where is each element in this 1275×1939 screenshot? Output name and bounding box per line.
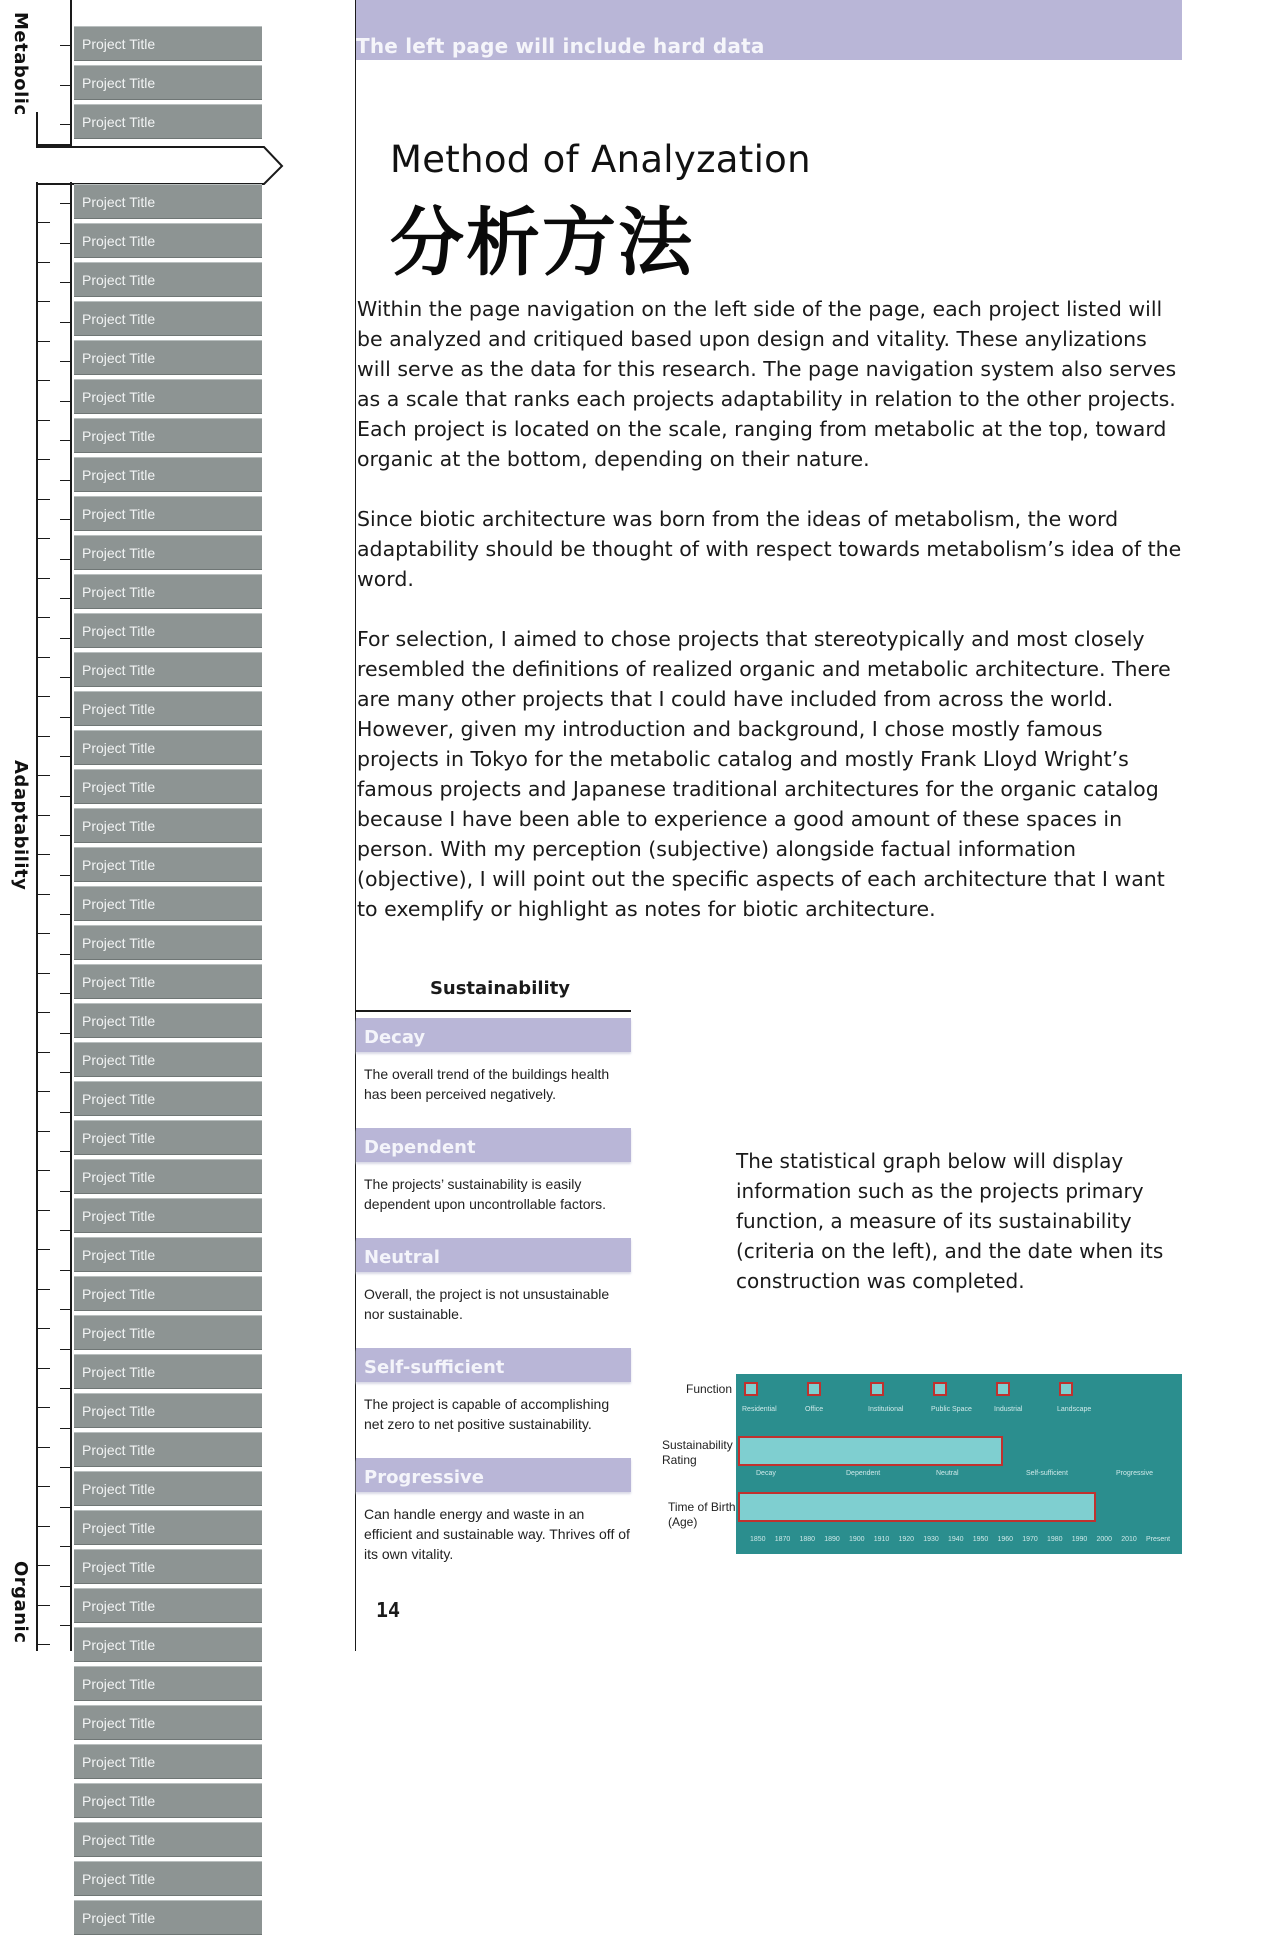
- criterion-dependent-name: Dependent: [356, 1128, 631, 1162]
- scale-tick: [38, 1368, 50, 1369]
- criterion-neutral-name: Neutral: [356, 1238, 631, 1272]
- scale-inner-vertical: [70, 182, 72, 1651]
- nav-item-project-title[interactable]: Project Title: [74, 1198, 262, 1232]
- scale-label-adaptability: Adaptability: [10, 759, 31, 891]
- age-scale-caption: 1900: [849, 1536, 865, 1543]
- scale-tick: [60, 1270, 70, 1271]
- scale-tick: [38, 894, 50, 895]
- nav-item-project-title[interactable]: Project Title: [74, 340, 262, 374]
- age-scale-caption: 1950: [972, 1536, 989, 1543]
- nav-item-project-title[interactable]: Project Title: [74, 65, 262, 99]
- scale-tick: [38, 1052, 50, 1053]
- nav-item-project-title[interactable]: Project Title: [74, 886, 262, 920]
- page-number: 14: [376, 1598, 401, 1622]
- criterion-progressive-name: Progressive: [356, 1458, 631, 1492]
- scale-tick: [60, 1112, 70, 1113]
- age-scale-caption: 1940: [948, 1536, 964, 1543]
- scale-tick: [60, 322, 70, 323]
- nav-item-project-title[interactable]: Project Title: [74, 184, 262, 218]
- nav-list-adaptability: [74, 184, 262, 1939]
- nav-item-project-title[interactable]: Project Title: [74, 26, 262, 60]
- age-scale-caption: 1990: [1071, 1536, 1088, 1543]
- scale-tick: [38, 1210, 50, 1211]
- rating-scale-caption: Self-sufficient: [1026, 1470, 1068, 1477]
- scale-tick: [60, 756, 70, 757]
- scale-tick: [60, 1586, 70, 1587]
- nav-item-project-title[interactable]: Project Title: [74, 1510, 262, 1544]
- rating-scale-caption: Decay: [756, 1470, 776, 1477]
- nav-item-project-title[interactable]: Project Title: [74, 613, 262, 647]
- function-caption: Industrial: [994, 1406, 1023, 1413]
- scale-tick: [38, 1644, 50, 1645]
- nav-item-project-title[interactable]: Project Title: [74, 1276, 262, 1310]
- scale-tick: [60, 1191, 70, 1192]
- scale-label-metabolic: Metabolic: [10, 12, 31, 116]
- scale-tick: [60, 1507, 70, 1508]
- scale-tick: [38, 499, 50, 500]
- scale-tick: [60, 914, 70, 915]
- scale-tick: [60, 85, 70, 86]
- nav-item-project-title[interactable]: Project Title: [74, 808, 262, 842]
- criterion-decay: [356, 1018, 631, 1104]
- scale-tick: [60, 45, 70, 46]
- nav-item-project-title[interactable]: Project Title: [74, 1471, 262, 1505]
- time-of-birth-bar: [738, 1492, 1096, 1522]
- nav-item-project-title[interactable]: Project Title: [74, 379, 262, 413]
- nav-item-project-title[interactable]: Project Title: [74, 496, 262, 530]
- scale-tick: [38, 815, 50, 816]
- scale-tick: [60, 282, 70, 283]
- scale-tick: [38, 341, 50, 342]
- nav-item-project-title[interactable]: Project Title: [74, 769, 262, 803]
- age-scale-caption: 1920: [898, 1536, 915, 1543]
- nav-item-project-title[interactable]: Project Title: [74, 1081, 262, 1115]
- nav-item-project-title[interactable]: Project Title: [74, 1549, 262, 1583]
- criterion-dependent: [356, 1128, 631, 1214]
- paragraph-2: Since biotic architecture was born from the ideas of metabolism, the word adaptability should be thought of with respect towards metabolism’s idea of the word.: [357, 507, 1182, 591]
- nav-item-project-title[interactable]: Project Title: [74, 535, 262, 569]
- age-scale-caption: 1930: [923, 1536, 939, 1543]
- nav-item-project-title[interactable]: Project Title: [74, 1159, 262, 1193]
- scale-tick: [38, 933, 50, 934]
- scale-main-vertical: [36, 182, 38, 1651]
- nav-item-project-title[interactable]: Project Title: [74, 925, 262, 959]
- scale-tick: [38, 1289, 50, 1290]
- scale-tick: [60, 361, 70, 362]
- criterion-decay-name: Decay: [356, 1018, 631, 1052]
- nav-item-project-title[interactable]: Project Title: [74, 1042, 262, 1076]
- scale-tick: [38, 854, 50, 855]
- header-band: [356, 0, 1182, 60]
- criterion-self-sufficient-desc: The project is capable of accomplishing net zero to net positive sustainability.: [364, 1396, 610, 1432]
- criterion-neutral-desc: Overall, the project is not unsustainable nor sustainable.: [364, 1286, 610, 1322]
- criterion-self-sufficient-name: Self-sufficient: [356, 1348, 631, 1382]
- scale-tick: [38, 1526, 50, 1527]
- scale-bracket-top-left: [36, 112, 38, 146]
- sustainability-title: Sustainability: [429, 978, 571, 999]
- age-scale-caption: 1910: [873, 1536, 890, 1543]
- header-band-text: The left page will include hard data: [356, 34, 765, 58]
- nav-item-project-title[interactable]: Project Title: [74, 1354, 262, 1388]
- nav-item-project-title[interactable]: Project Title: [74, 104, 262, 138]
- scale-tick: [38, 736, 50, 737]
- function-caption: Public Space: [931, 1406, 972, 1413]
- function-checkbox: [807, 1382, 821, 1396]
- nav-item-project-title[interactable]: Project Title: [74, 574, 262, 608]
- nav-item-project-title[interactable]: Project Title: [74, 847, 262, 881]
- criterion-neutral: [356, 1238, 631, 1324]
- rating-scale-caption: Neutral: [936, 1470, 959, 1477]
- scale-tick: [60, 1625, 70, 1626]
- scale-tick: [60, 480, 70, 481]
- criterion-decay-desc: The overall trend of the buildings health has been perceived negatively.: [364, 1066, 610, 1102]
- function-checkbox: [933, 1382, 947, 1396]
- scale-tick: [60, 598, 70, 599]
- nav-item-project-title[interactable]: Project Title: [74, 223, 262, 257]
- paragraph-3: For selection, I aimed to chose projects that stereotypically and most closely resembled the definitions of realized organic and metabolic architecture. There are many other projects that I could have included from across the world. However, given my introduction and background, I chose mostly famous projects in Tokyo for the metabolic catalog and mostly Frank Lloyd Wright’s famous projects and Japanese traditional architectures for the organic catalog because I have been able to experience a good amount of these spaces in person. With my perception (subjective) alongside factual information (objective), I will point out the specific aspects of each architecture that I want to exemplify or highlight as notes for biotic architecture.: [357, 627, 1171, 921]
- function-caption: Institutional: [868, 1406, 904, 1413]
- scale-tick: [60, 875, 70, 876]
- criterion-dependent-desc: The projects’ sustainability is easily dependent upon uncontrollable factors.: [364, 1176, 607, 1212]
- nav-list-metabolic: [74, 26, 262, 143]
- scale-tick: [38, 973, 50, 974]
- age-scale-caption: 2000: [1096, 1536, 1113, 1543]
- function-caption: Landscape: [1057, 1406, 1092, 1413]
- scale-tick: [38, 1407, 50, 1408]
- scale-tick: [38, 775, 50, 776]
- nav-item-project-title[interactable]: Project Title: [74, 964, 262, 998]
- nav-item-project-title[interactable]: Project Title: [74, 1003, 262, 1037]
- scale-bracket-top-vertical: [70, 0, 72, 146]
- statistical-graph-description: The statistical graph below will display information such as the projects primary function, a measure of its sustainability (criteria on the left), and the date when its construction was completed.: [736, 1149, 1164, 1293]
- scale-tick: [60, 993, 70, 994]
- nav-item-project-title[interactable]: Project Title: [74, 418, 262, 452]
- scale-tick: [38, 1605, 50, 1606]
- age-scale-caption: 1850: [750, 1536, 766, 1543]
- scale-tick: [60, 835, 70, 836]
- scale-tick: [38, 301, 50, 302]
- scale-tick: [38, 657, 50, 658]
- nav-item-project-title[interactable]: Project Title: [74, 457, 262, 491]
- page-title-japanese: 分析方法: [390, 200, 694, 286]
- scale-tick: [60, 717, 70, 718]
- scale-tick: [38, 617, 50, 618]
- scale-tick: [60, 440, 70, 441]
- scale-tick: [60, 519, 70, 520]
- sustainability-rating-bar: [738, 1436, 1003, 1466]
- nav-item-project-title[interactable]: Project Title: [74, 1783, 262, 1817]
- age-scale-caption: 1970: [1022, 1536, 1038, 1543]
- rating-scale-caption: Progressive: [1116, 1470, 1153, 1477]
- scale-tick: [38, 1328, 50, 1329]
- nav-item-project-title[interactable]: Project Title: [74, 1393, 262, 1427]
- scale-pointer-arrow: [36, 144, 286, 188]
- scale-tick: [60, 243, 70, 244]
- body-text: [357, 294, 1187, 954]
- scale-tick: [38, 578, 50, 579]
- scale-tick: [60, 1546, 70, 1547]
- criterion-progressive: [356, 1458, 631, 1564]
- statistical-graph: [736, 1374, 1182, 1554]
- scale-tick: [38, 1447, 50, 1448]
- nav-item-project-title[interactable]: Project Title: [74, 691, 262, 725]
- nav-item-project-title[interactable]: Project Title: [74, 1237, 262, 1271]
- nav-item-project-title[interactable]: Project Title: [74, 1588, 262, 1622]
- nav-item-project-title[interactable]: Project Title: [74, 1900, 262, 1934]
- nav-item-project-title[interactable]: Project Title: [74, 1822, 262, 1856]
- nav-item-project-title[interactable]: Project Title: [74, 1120, 262, 1154]
- nav-item-project-title[interactable]: Project Title: [74, 1315, 262, 1349]
- page-title-english: Method of Analyzation: [390, 138, 811, 181]
- scale-tick: [60, 1428, 70, 1429]
- nav-item-project-title[interactable]: Project Title: [74, 1627, 262, 1661]
- nav-item-project-title[interactable]: Project Title: [74, 1432, 262, 1466]
- scale-tick: [38, 420, 50, 421]
- function-caption: Office: [805, 1406, 824, 1413]
- scale-tick: [38, 696, 50, 697]
- scale-tick: [60, 1349, 70, 1350]
- nav-item-project-title[interactable]: Project Title: [74, 652, 262, 686]
- scale-tick: [38, 1131, 50, 1132]
- function-checkbox: [744, 1382, 758, 1396]
- scale-tick: [60, 796, 70, 797]
- nav-item-project-title[interactable]: Project Title: [74, 730, 262, 764]
- age-scale-caption: 1890: [824, 1536, 840, 1543]
- age-scale-caption: 1960: [997, 1536, 1014, 1543]
- scale-tick: [60, 1033, 70, 1034]
- scale-tick: [60, 559, 70, 560]
- rating-scale-caption: Dependent: [846, 1470, 881, 1477]
- scale-tick: [60, 677, 70, 678]
- scale-tick: [60, 1467, 70, 1468]
- scale-tick: [60, 1388, 70, 1389]
- scale-label-organic: Organic: [10, 1561, 31, 1644]
- scale-tick: [38, 1565, 50, 1566]
- age-scale-caption: Present: [1146, 1536, 1171, 1543]
- scale-tick: [60, 124, 70, 125]
- nav-item-project-title[interactable]: Project Title: [74, 1744, 262, 1778]
- criterion-progressive-desc: Can handle energy and waste in an efficient and sustainable way. Thrives off of its own vitality.: [364, 1506, 630, 1562]
- sustainability-rule: [356, 1010, 631, 1012]
- graph-label-rating: Sustainability Rating: [662, 1438, 733, 1467]
- age-scale-caption: 2010: [1121, 1536, 1137, 1543]
- scale-tick: [60, 401, 70, 402]
- function-caption: Residential: [742, 1406, 777, 1413]
- nav-item-project-title[interactable]: Project Title: [74, 262, 262, 296]
- scale-tick: [60, 1309, 70, 1310]
- nav-item-project-title[interactable]: Project Title: [74, 301, 262, 335]
- age-scale-caption: 1870: [774, 1536, 791, 1543]
- scale-tick: [60, 954, 70, 955]
- scale-tick: [38, 1012, 50, 1013]
- scale-tick: [38, 459, 50, 460]
- graph-label-function: Function: [686, 1382, 733, 1396]
- age-scale-caption: 1980: [1047, 1536, 1063, 1543]
- scale-tick: [38, 222, 50, 223]
- scale-tick: [38, 1091, 50, 1092]
- criterion-self-sufficient: [356, 1348, 631, 1434]
- paragraph-1: Within the page navigation on the left side of the page, each project listed will be analyzed and critiqued based upon design and vitality. These anylizations will serve as the data for this research. The page navigation system also serves as a scale that ranks each projects adaptability in relation to the other projects. Each project is located on the scale, ranging from metabolic at the top, toward organic at the bottom, depending on their nature.: [357, 297, 1177, 471]
- age-scale-caption: 1880: [799, 1536, 816, 1543]
- scale-tick: [38, 1486, 50, 1487]
- scale-tick: [38, 1170, 50, 1171]
- scale-tick: [60, 1072, 70, 1073]
- graph-label-age: Time of Birth (Age): [668, 1500, 736, 1529]
- function-checkbox: [1059, 1382, 1073, 1396]
- scale-tick: [60, 1151, 70, 1152]
- nav-item-project-title[interactable]: Project Title: [74, 1666, 262, 1700]
- scale-tick: [60, 1230, 70, 1231]
- scale-tick: [60, 203, 70, 204]
- scale-tick: [60, 638, 70, 639]
- scale-tick: [38, 1249, 50, 1250]
- scale-tick: [38, 262, 50, 263]
- scale-tick: [38, 380, 50, 381]
- function-checkbox: [870, 1382, 884, 1396]
- scale-tick: [38, 538, 50, 539]
- function-checkbox: [996, 1382, 1010, 1396]
- nav-item-project-title[interactable]: Project Title: [74, 1705, 262, 1739]
- nav-item-project-title[interactable]: Project Title: [74, 1861, 262, 1895]
